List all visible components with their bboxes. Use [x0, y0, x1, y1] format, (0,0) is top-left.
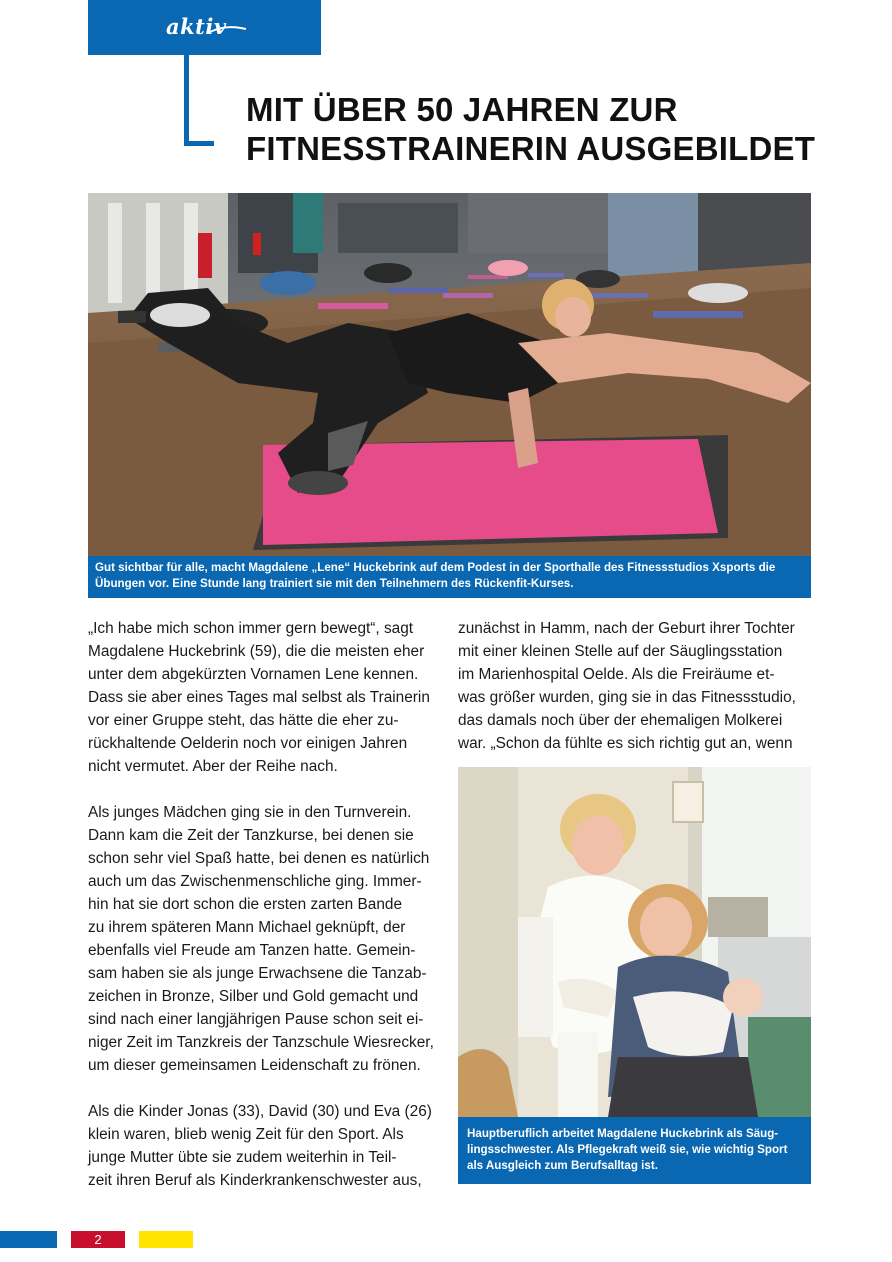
paragraph-4 — [458, 617, 813, 755]
text-line: klein waren, blieb wenig Zeit für den Sport. Als — [88, 1126, 404, 1143]
text-line: sam haben sie als junge Erwachsene die Tanzab- — [88, 965, 427, 982]
text-line: Dann kam die Zeit der Tanzkurse, bei denen sie — [88, 827, 414, 844]
article-column-2 — [458, 617, 813, 778]
section-tab — [88, 0, 321, 55]
text-line: sind nach einer langjährigen Pause schon seit ei- — [88, 1011, 424, 1028]
page-number: 2 — [71, 1231, 125, 1248]
text-line: Als die Kinder Jonas (33), David (30) und Eva (26) — [88, 1103, 432, 1120]
text-line: Dass sie aber eines Tages mal selbst als Trainerin — [88, 689, 430, 706]
photo-caption-gym: Gut sichtbar für alle, macht Magdalene „Lene“ Huckebrink auf dem Podest in der Sporthalle des Fitnessstudios Xsports die Übungen vor. Eine Stunde lang trainiert sie mit den Teilnehmern des Rückenfit-Kurses. — [88, 556, 811, 598]
text-line: zu ihrem späteren Mann Michael geknüpft, der — [88, 919, 406, 936]
photo-caption-nurse — [458, 1117, 811, 1184]
text-line: was größer wurden, ging sie in das Fitnessstudio, — [458, 689, 796, 706]
text-line: vor einer Gruppe steht, das hätte die eher zu- — [88, 712, 399, 729]
article-column-1 — [88, 617, 443, 1215]
text-line: rückhaltende Oelderin noch vor einigen Jahren — [88, 735, 408, 752]
text-line: zeit ihren Beruf als Kinderkrankenschwester aus, — [88, 1172, 422, 1189]
text-line: zunächst in Hamm, nach der Geburt ihrer Tochter — [458, 620, 795, 637]
paragraph-1 — [88, 617, 443, 778]
text-line: unter dem abgekürzten Vornamen Lene kennen. — [88, 666, 419, 683]
text-line: niger Zeit im Tanzkreis der Tanzschule Wiesrecker, — [88, 1034, 434, 1051]
text-line: auch um das Zwischenmenschliche ging. Immer- — [88, 873, 422, 890]
page-title — [246, 90, 846, 168]
footer-bar-blue — [0, 1231, 57, 1248]
swash-decoration — [208, 22, 248, 36]
text-line: Magdalene Huckebrink (59), die die meisten eher — [88, 643, 425, 660]
text-line: zeichen in Bronze, Silber und Gold gemacht und — [88, 988, 419, 1005]
text-line: ebenfalls viel Freude am Tanzen hatte. Gemein- — [88, 942, 416, 959]
title-line-1: MIT ÜBER 50 JAHREN ZUR — [246, 91, 678, 128]
text-line: war. „Schon da fühlte es sich richtig gut an, wenn — [458, 735, 793, 752]
title-bracket-horizontal — [184, 141, 214, 146]
paragraph-2 — [88, 801, 443, 1077]
text-line: hin hat sie dort schon die ersten zarten Bande — [88, 896, 402, 913]
caption-line: lingsschwester. Als Pflegekraft weiß sie, wie wichtig Sport — [467, 1143, 788, 1156]
gym-photo — [88, 193, 811, 556]
text-line: das damals noch über der ehemaligen Molkerei — [458, 712, 783, 729]
title-line-2: FITNESSTRAINERIN AUSGEBILDET — [246, 130, 816, 167]
title-bracket-vertical — [184, 55, 189, 145]
nurse-photo-illustration — [458, 767, 811, 1117]
section-label: aktiv — [166, 14, 227, 39]
text-line: „Ich habe mich schon immer gern bewegt“, sagt — [88, 620, 414, 637]
text-line: mit einer kleinen Stelle auf der Säuglingsstation — [458, 643, 783, 660]
footer-bar-yellow — [139, 1231, 193, 1248]
text-line: nicht vermutet. Aber der Reihe nach. — [88, 758, 338, 775]
text-line: um dieser gemeinsamen Leidenschaft zu frönen. — [88, 1057, 421, 1074]
nurse-photo — [458, 767, 811, 1117]
text-line: junge Mutter übte sie zudem weiterhin in Teil- — [88, 1149, 397, 1166]
text-line: schon sehr viel Spaß hatte, bei denen es natürlich — [88, 850, 430, 867]
caption-line: Hauptberuflich arbeitet Magdalene Huckebrink als Säug- — [467, 1127, 779, 1140]
text-line: im Marienhospital Oelde. Als die Freiräume et- — [458, 666, 775, 683]
paragraph-3 — [88, 1100, 443, 1192]
text-line: Als junges Mädchen ging sie in den Turnverein. — [88, 804, 412, 821]
caption-line: als Ausgleich zum Berufsalltag ist. — [467, 1159, 658, 1172]
gym-photo-illustration — [88, 193, 811, 556]
